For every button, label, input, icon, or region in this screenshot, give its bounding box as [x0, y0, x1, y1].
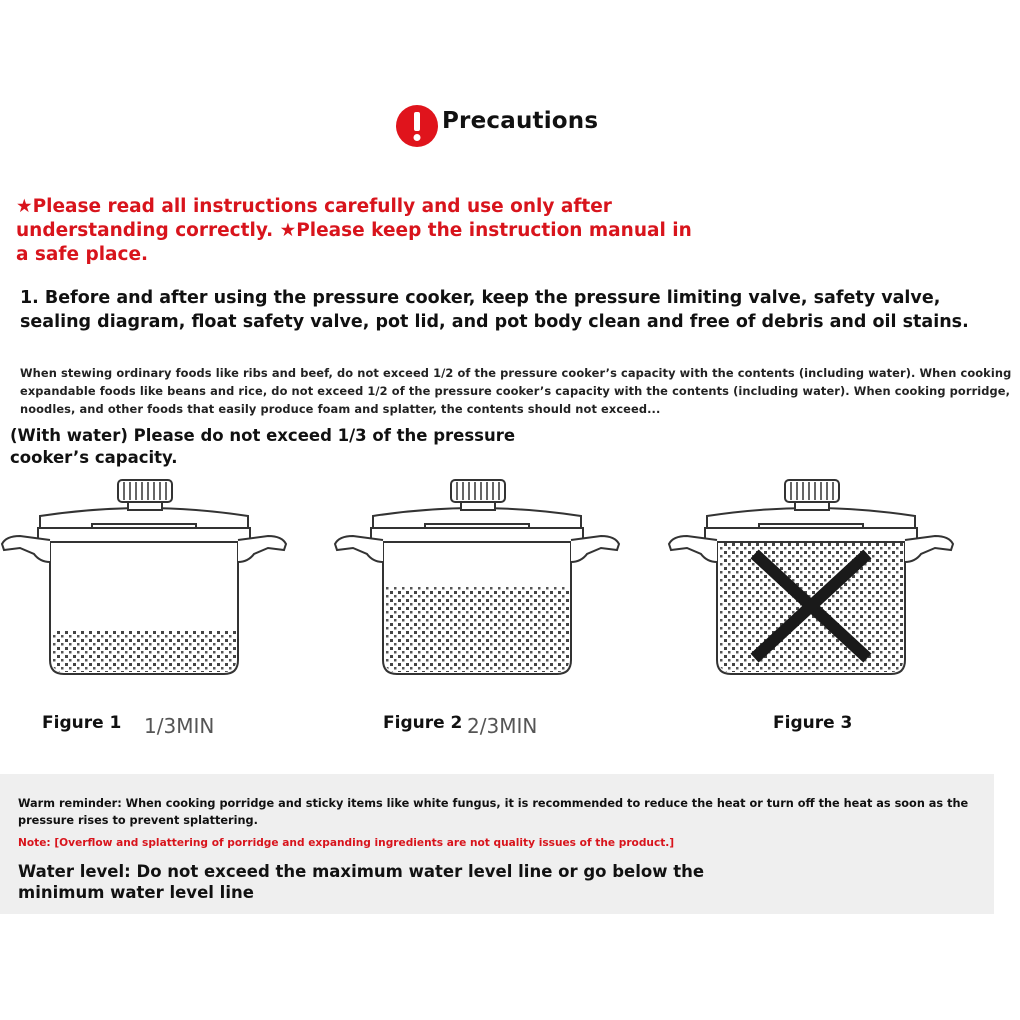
pot-svg	[667, 478, 957, 683]
knob	[118, 480, 172, 502]
figure-2-label: Figure 2	[383, 713, 463, 733]
pot-svg	[0, 478, 290, 683]
right-handle	[238, 536, 286, 562]
left-handle	[335, 536, 383, 562]
exclamation-circle-icon	[395, 104, 439, 148]
food-fill	[52, 630, 236, 672]
figure-1-pot-illustration	[0, 478, 290, 683]
food-fill	[385, 586, 569, 672]
read-instructions-notice: ★Please read all instructions carefully and use only after understanding correctly. ★Please keep the instruction manual in a safe place.	[16, 196, 692, 265]
figure-2-pot-illustration	[333, 478, 623, 683]
lid-rim	[38, 528, 250, 542]
right-handle	[571, 536, 619, 562]
figure-1-label: Figure 1	[42, 713, 122, 733]
warm-reminder-text: Warm reminder: When cooking porridge and sticky items like white fungus, it is recommended to reduce the heat or turn off the heat as soon as the pressure rises to prevent splattering.	[18, 797, 969, 827]
capacity-detail-text: When stewing ordinary foods like ribs and beef, do not exceed 1/2 of the pressure cooker’s capacity with the contents (including water). When cooking expandable foods like beans and rice, do not exceed 1/2 of the pressure cooker’s capacity with the contents (including water). When cooking porridge, noodles, and other foods that easily produce foam and splatter, the contents should not exceed...	[20, 366, 1012, 416]
rule-1: 1. Before and after using the pressure cooker, keep the pressure limiting valve, safety valve, sealing diagram, float safety valve, pot lid, and pot body clean and free of debris and oil stains.	[20, 288, 969, 332]
figure-1-level: 1/3MIN	[144, 714, 215, 738]
knob-base	[461, 502, 495, 510]
with-water-instruction: (With water) Please do not exceed 1/3 of the pressure cooker’s capacity.	[10, 426, 516, 467]
figure-3-pot-illustration	[667, 478, 957, 683]
figure-3-label: Figure 3	[773, 713, 853, 733]
lid-rim	[705, 528, 917, 542]
lid-rim	[371, 528, 583, 542]
pot-svg	[333, 478, 623, 683]
knob-base	[128, 502, 162, 510]
right-handle	[905, 536, 953, 562]
left-handle	[669, 536, 717, 562]
left-handle	[2, 536, 50, 562]
knob	[451, 480, 505, 502]
page-title: Precautions	[442, 108, 599, 134]
knob	[785, 480, 839, 502]
quality-note: Note: [Overflow and splattering of porridge and expanding ingredients are not quality issues of the product.]	[18, 837, 675, 849]
figure-2-level: 2/3MIN	[467, 714, 538, 738]
knob-base	[795, 502, 829, 510]
water-level-instruction: Water level: Do not exceed the maximum water level line or go below the minimum water level line	[18, 862, 705, 902]
